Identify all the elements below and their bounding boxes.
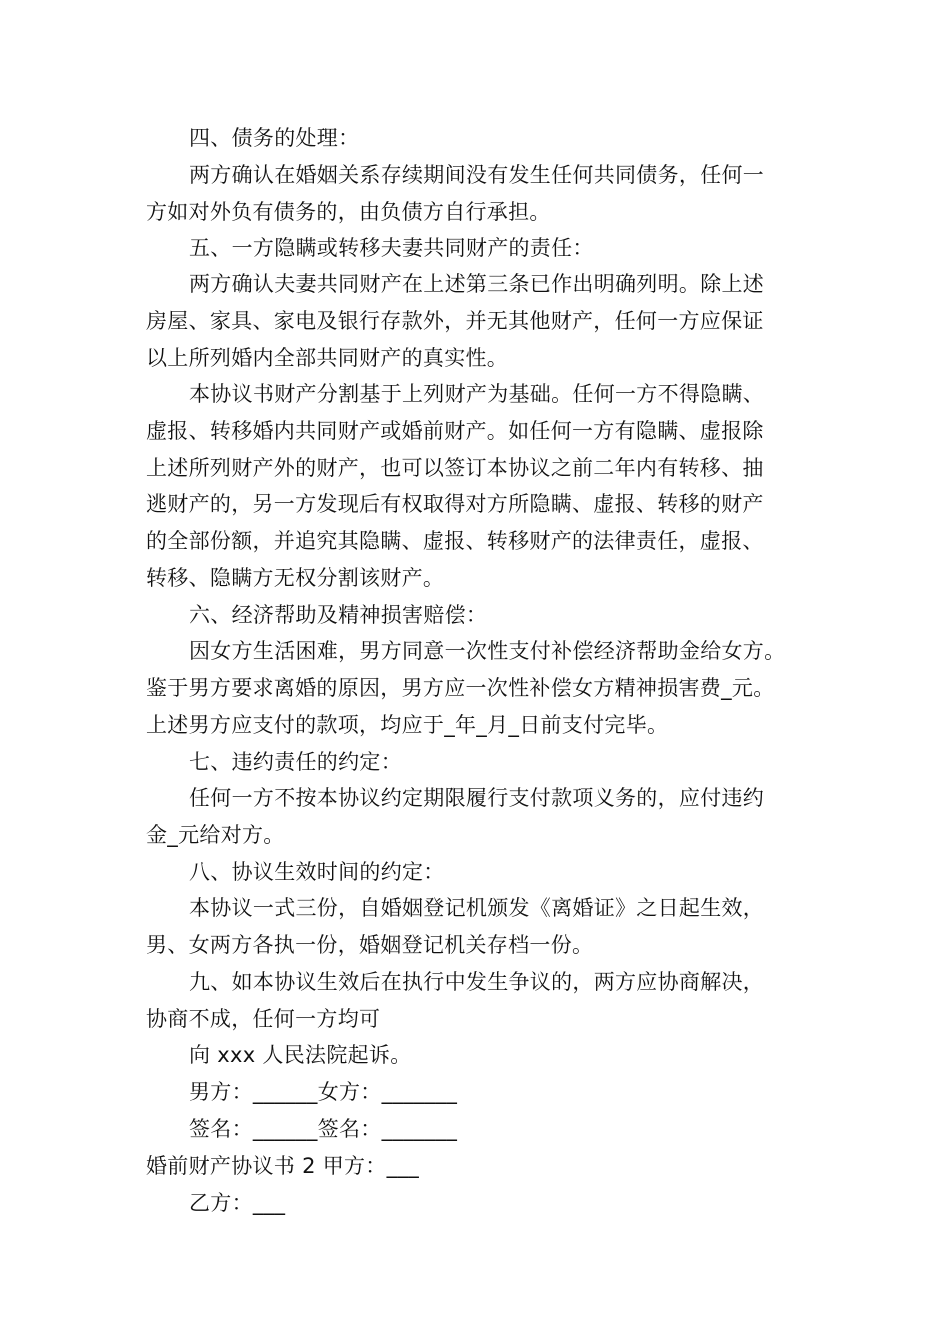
paragraph-line: 本协议书财产分割基于上列财产为基础。任何一方不得隐瞒、 <box>189 382 765 406</box>
section-4-heading: 四、债务的处理： <box>189 126 360 150</box>
section-8-heading: 八、协议生效时间的约定： <box>189 860 445 884</box>
paragraph-line: 以上所列婚内全部共同财产的真实性。 <box>146 346 509 370</box>
paragraph-line: 向 xxx 人民法院起诉。 <box>189 1043 412 1067</box>
section-6-heading: 六、经济帮助及精神损害赔偿： <box>189 603 488 627</box>
paragraph-line: 上述所列财产外的财产，也可以签订本协议之前二年内有转移、抽 <box>146 456 764 480</box>
signature-parties-line: 男方：______女方：_______ <box>189 1080 458 1104</box>
party-b-line: 乙方：___ <box>189 1191 286 1215</box>
paragraph-line: 的全部份额，并追究其隐瞒、虚报、转移财产的法律责任，虚报、 <box>146 529 764 553</box>
paragraph-line: 鉴于男方要求离婚的原因，男方应一次性补偿女方精神损害费_元。 <box>146 676 775 700</box>
paragraph-line: 上述男方应支付的款项，均应于_年_月_日前支付完毕。 <box>146 713 669 737</box>
paragraph-line: 金_元给对方。 <box>146 823 285 847</box>
paragraph-line: 房屋、家具、家电及银行存款外，并无其他财产，任何一方应保证 <box>146 309 764 333</box>
signature-line: 签名：______签名：_______ <box>189 1117 458 1141</box>
paragraph-line: 协商不成，任何一方均可 <box>146 1007 381 1031</box>
paragraph-line: 任何一方不按本协议约定期限履行支付款项义务的，应付违约 <box>189 786 765 810</box>
paragraph-line: 逃财产的，另一方发现后有权取得对方所隐瞒、虚报、转移的财产 <box>146 492 764 516</box>
paragraph-line: 转移、隐瞒方无权分割该财产。 <box>146 566 445 590</box>
paragraph-line: 虚报、转移婚内共同财产或婚前财产。如任何一方有隐瞒、虚报除 <box>146 419 764 443</box>
next-document-title-line: 婚前财产协议书 2 甲方：___ <box>146 1154 420 1178</box>
paragraph-line: 男、女两方各执一份，婚姻登记机关存档一份。 <box>146 933 594 957</box>
paragraph-line: 本协议一式三份，自婚姻登记机颁发《离婚证》之日起生效， <box>189 896 765 920</box>
paragraph-line: 方如对外负有债务的，由负债方自行承担。 <box>146 200 551 224</box>
section-5-heading: 五、一方隐瞒或转移夫妻共同财产的责任： <box>189 236 594 260</box>
section-9-heading: 九、如本协议生效后在执行中发生争议的，两方应协商解决， <box>189 970 765 994</box>
paragraph-line: 两方确认在婚姻关系存续期间没有发生任何共同债务，任何一 <box>189 163 765 187</box>
paragraph-line: 两方确认夫妻共同财产在上述第三条已作出明确列明。除上述 <box>189 272 765 296</box>
paragraph-line: 因女方生活困难，男方同意一次性支付补偿经济帮助金给女方。 <box>189 639 786 663</box>
section-7-heading: 七、违约责任的约定： <box>189 750 402 774</box>
